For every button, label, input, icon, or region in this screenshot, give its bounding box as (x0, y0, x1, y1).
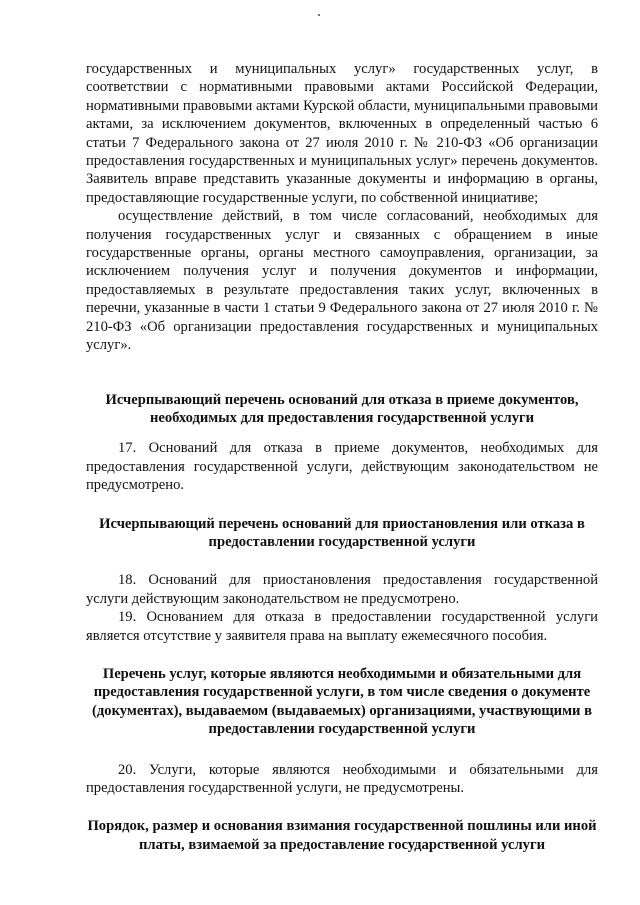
paragraph-20: 20. Услуги, которые являются необходимыми и обязательными для предоставления государственной услуги, не предусмотрены. (86, 761, 598, 796)
paragraph-actions: осуществление действий, в том числе согласований, необходимых для получения государственных услуг и связанных с обращением в иные государственные органы, органы местного самоуправления, организации, за исключением получения услуг и получения документов и информации, предоставляемых в результате предоставления таких услуг, включенных в перечни, указанные в части 1 статьи 9 Федерального закона от 27 июля 2010 г. № 210-ФЗ «Об организации предоставления государственных и муниципальных услуг». (86, 208, 598, 354)
paragraph-18: 18. Оснований для приостановления предоставления государственной услуги действующим законодательством не предусмотрено. (86, 572, 598, 607)
paragraph-17: 17. Оснований для отказа в приеме документов, необходимых для предоставления государственной услуги, действующим законодательством не предусмотрено. (86, 440, 598, 494)
heading-suspension-refusal: Исчерпывающий перечень оснований для приостановления или отказа в предоставлении государственной услуги (99, 515, 585, 550)
heading-refusal-reception: Исчерпывающий перечень оснований для отказа в приеме документов, необходимых для предоставления государственной услуги (105, 391, 579, 426)
paragraph-19: 19. Основанием для отказа в предоставлении государственной услуги является отсутствие у заявителя права на выплату ежемесячного пособия. (86, 609, 598, 644)
heading-necessary-services: Перечень услуг, которые являются необходимыми и обязательными для предоставления государственной услуги, в том числе сведения о документе (документах), выдаваемом (выдаваемых) организациями, участвующими в предоставлении государственной услуги (92, 665, 592, 738)
heading-fees: Порядок, размер и основания взимания государственной пошлины или иной платы, взимаемой за предоставление государственной услуги (87, 818, 597, 853)
paragraph-continuation: государственных и муниципальных услуг» государственных услуг, в соответствии с нормативными правовыми актами Российской Федерации, нормативными правовыми актами Курской области, муниципальными правовыми актами, за исключением документов, включенных в определенный частью 6 статьи 7 Федерального закона от 27 июля 2010 г. № 210-ФЗ «Об организации предоставления государственных и муниципальных услуг» перечень документов. Заявитель вправе представить указанные документы и информацию в органы, предоставляющие государственные услуги, по собственной инициативе; (86, 61, 598, 206)
scan-speck (318, 14, 320, 16)
